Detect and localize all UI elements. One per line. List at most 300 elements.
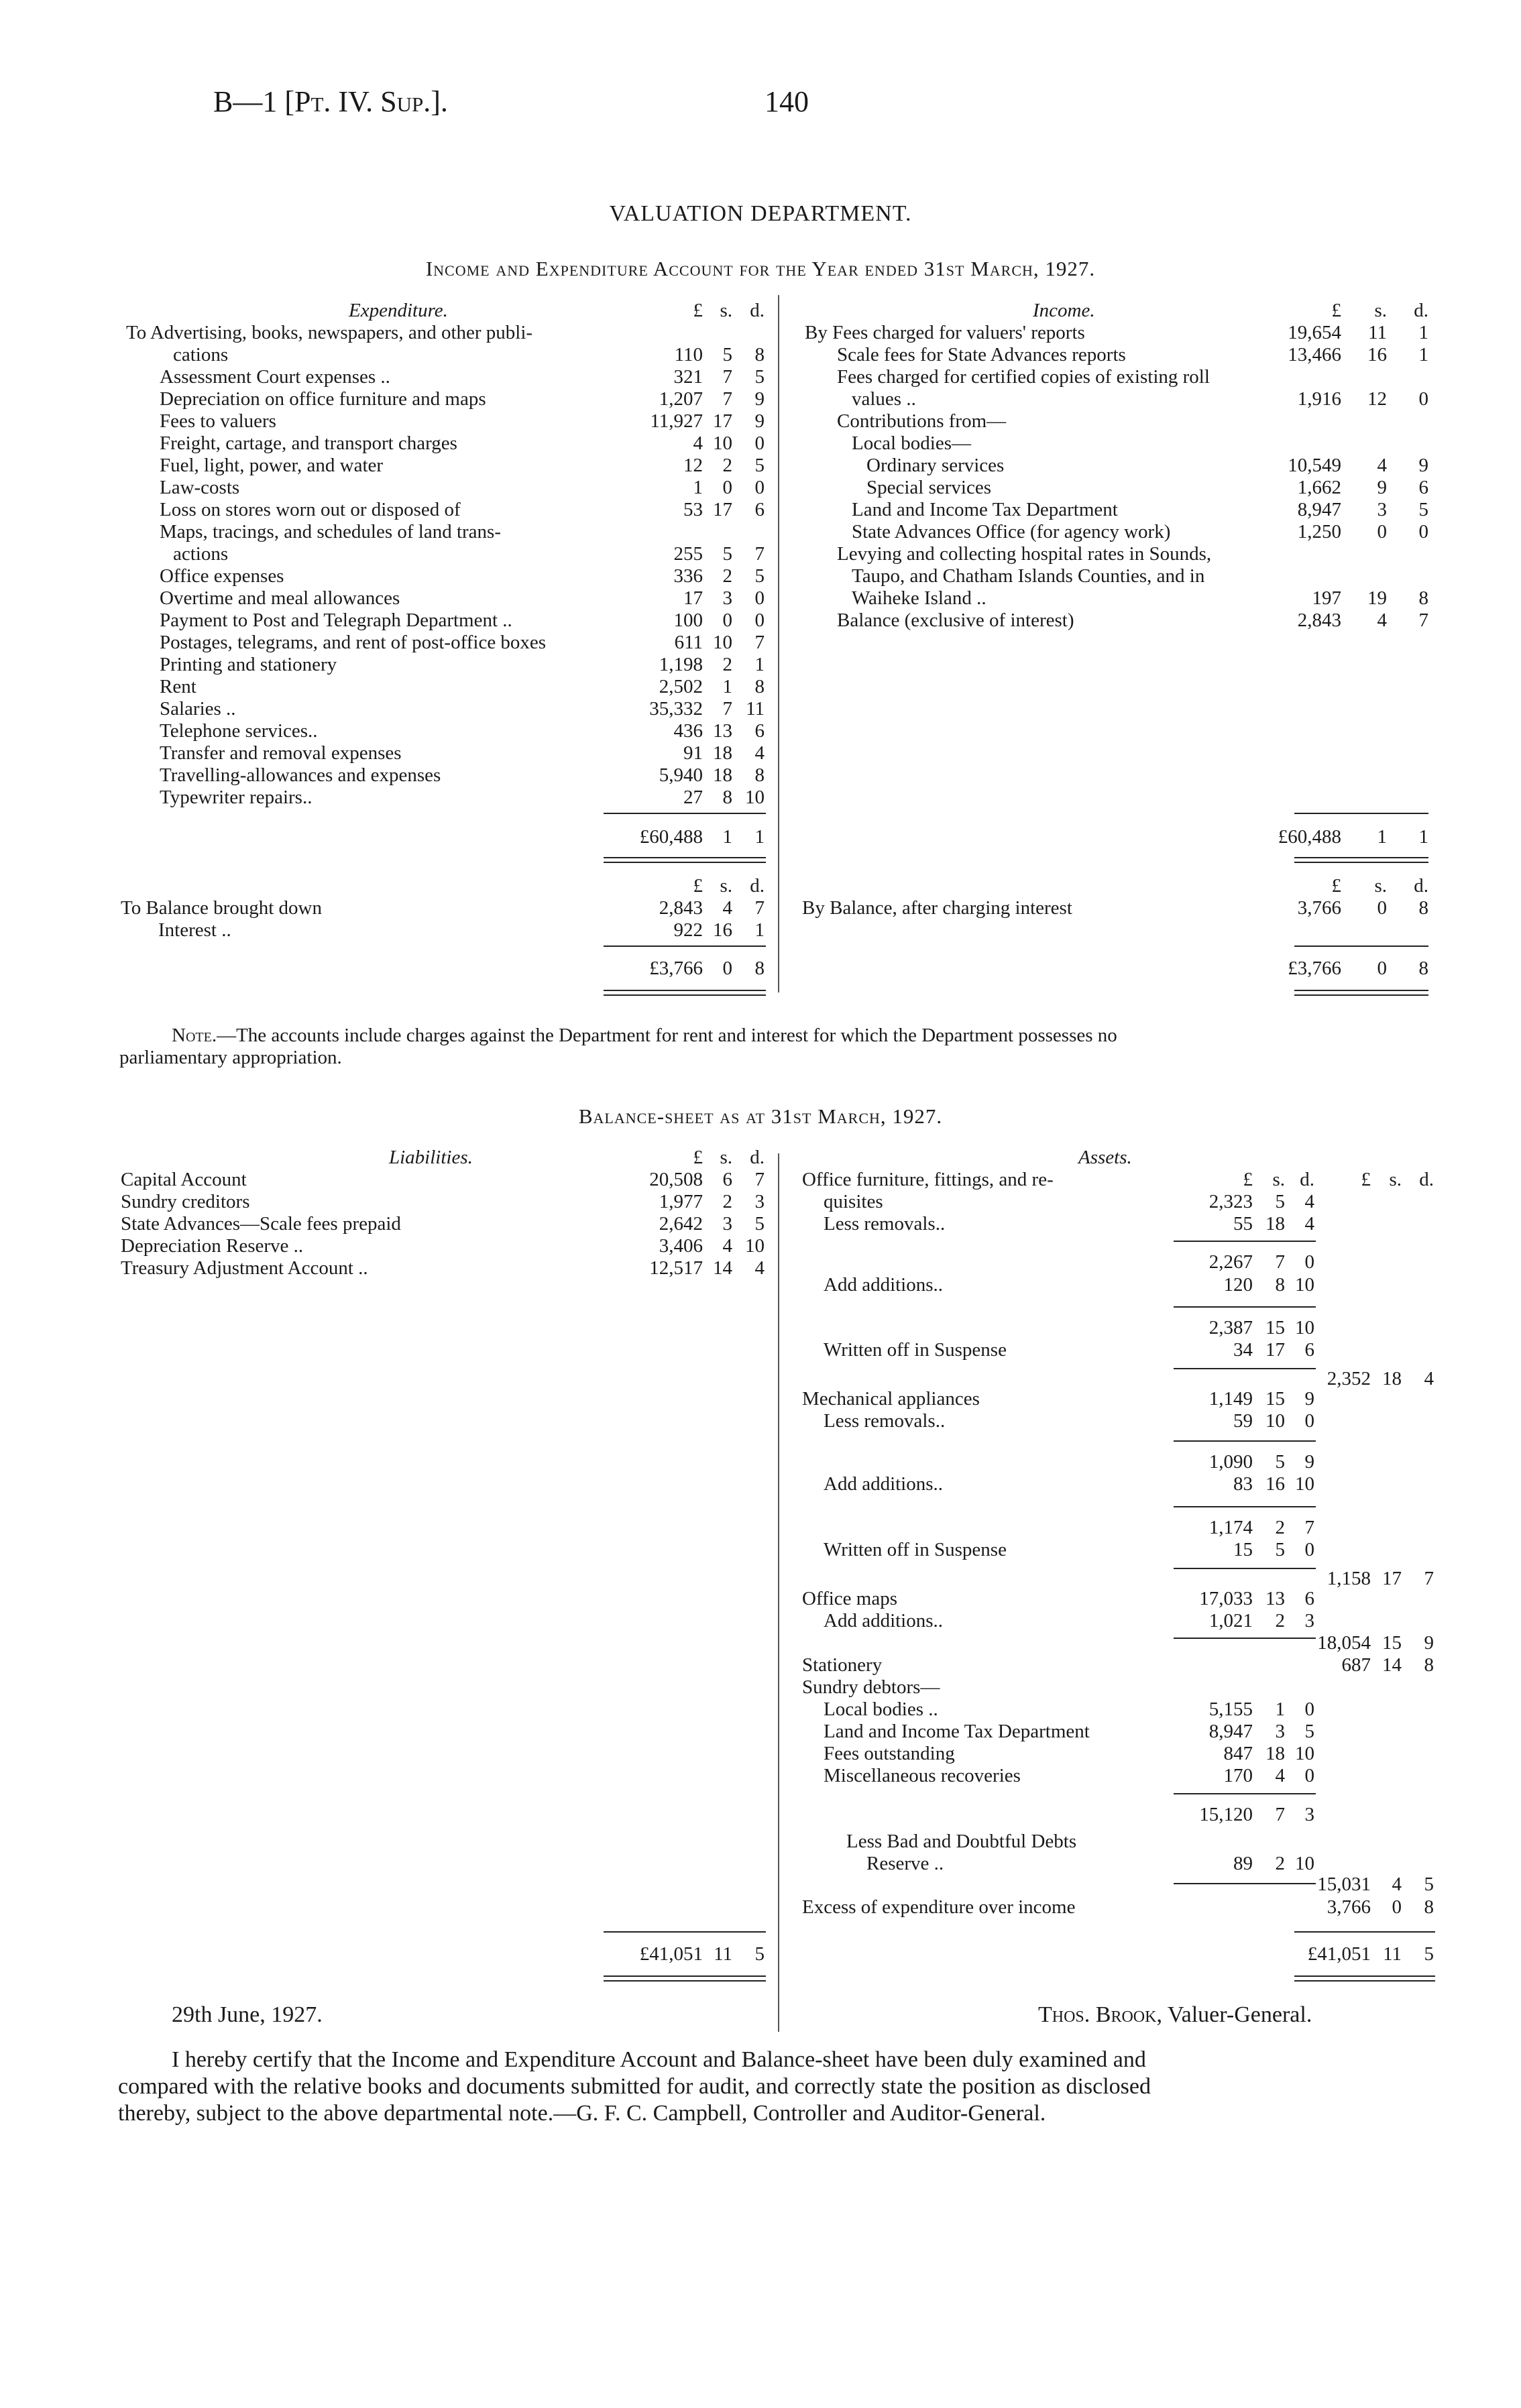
debtor-subtotal-pence: 3 <box>1304 1804 1314 1825</box>
asset-net-shillings: 0 <box>1392 1896 1402 1918</box>
balance-shillings: 0 <box>1377 897 1387 919</box>
asset-net-shillings: 18 <box>1382 1368 1402 1389</box>
expenditure-pounds: 2,502 <box>659 676 703 697</box>
expenditure-item: Printing and stationery <box>160 654 337 675</box>
balance-pounds: 3,766 <box>1297 897 1341 919</box>
expenditure-item: Typewriter repairs.. <box>160 787 313 808</box>
certificate-line: I hereby certify that the Income and Expenditure Account and Balance-sheet have been duly examined and <box>172 2047 1146 2072</box>
expenditure-total-shillings: 1 <box>722 826 732 848</box>
note-continuation: parliamentary appropriation. <box>119 1047 342 1068</box>
liabilities-total-shillings: 11 <box>714 1943 732 1965</box>
asset-subtotal-pounds: 2,267 <box>1208 1251 1253 1273</box>
expenditure-item: Telephone services.. <box>160 720 318 742</box>
debtor-amount-pounds: 8,947 <box>1208 1721 1253 1742</box>
asset-net-shillings: 14 <box>1382 1654 1402 1676</box>
income-item: Land and Income Tax Department <box>852 499 1118 520</box>
balance-pounds: 922 <box>673 919 703 941</box>
total-double-rule <box>1294 1975 1435 1982</box>
debtor-amount-pence: 10 <box>1295 1743 1314 1764</box>
signature <box>1038 2002 1312 2028</box>
debtor-amount-shillings: 18 <box>1265 1743 1285 1764</box>
asset-net-pence: 9 <box>1424 1632 1434 1654</box>
income-pounds: 8,947 <box>1297 499 1341 520</box>
asset-amount-shillings: 15 <box>1265 1388 1285 1410</box>
asset-amount-shillings: 16 <box>1265 1473 1285 1495</box>
expenditure-item: Law-costs <box>160 477 240 498</box>
income-item: Ordinary services <box>866 455 1005 476</box>
expenditure-heading: Expenditure. <box>349 300 448 321</box>
income-total-pounds: £60,488 <box>1278 826 1341 848</box>
certificate-line: compared with the relative books and documents submitted for audit, and correctly state the position as disclosed <box>118 2074 1151 2099</box>
debtor-amount-shillings: 3 <box>1275 1721 1285 1742</box>
liability-pence: 3 <box>754 1191 765 1212</box>
balance-item: To Balance brought down <box>121 897 322 919</box>
asset-label: Less removals.. <box>824 1410 946 1432</box>
income-item: Balance (exclusive of interest) <box>837 610 1074 631</box>
assets-heading: Assets. <box>1078 1147 1132 1168</box>
expenditure-pence: 9 <box>754 410 765 432</box>
page-title: VALUATION DEPARTMENT. <box>609 201 912 226</box>
asset-subtotal-pounds: 2,387 <box>1208 1317 1253 1338</box>
asset-amount-pounds: 1,021 <box>1208 1610 1253 1631</box>
income-item: Scale fees for State Advances reports <box>837 344 1126 365</box>
asset-amount-shillings: 18 <box>1265 1213 1285 1235</box>
income-pounds: 19,654 <box>1288 322 1341 343</box>
income-pence: 9 <box>1418 455 1428 476</box>
column-header: d. <box>1300 1169 1314 1190</box>
balance-shillings: 16 <box>713 919 732 941</box>
income-shillings: 0 <box>1377 521 1387 542</box>
column-divider <box>778 1153 779 2032</box>
asset-net-shillings: 17 <box>1382 1568 1402 1589</box>
asset-amount-pounds: 55 <box>1233 1213 1253 1235</box>
column-header: d. <box>750 300 765 321</box>
asset-label: Written off in Suspense <box>824 1539 1007 1560</box>
expenditure-pounds: 110 <box>674 344 703 365</box>
asset-net-shillings: 15 <box>1382 1632 1402 1654</box>
expenditure-item: Transfer and removal expenses <box>160 742 402 764</box>
subtotal-rule <box>1294 945 1428 947</box>
liability-pounds: 12,517 <box>649 1257 703 1279</box>
income-pence: 6 <box>1418 477 1428 498</box>
balance-pence: 7 <box>754 897 765 919</box>
asset-amount-shillings: 13 <box>1265 1588 1285 1609</box>
liability-pounds: 1,977 <box>659 1191 703 1212</box>
asset-amount-pence: 10 <box>1295 1274 1314 1296</box>
asset-net-pence: 8 <box>1424 1896 1434 1918</box>
income-shillings: 4 <box>1377 610 1387 631</box>
income-item: By Fees charged for valuers' reports <box>805 322 1085 343</box>
liabilities-total-pence: 5 <box>754 1943 765 1965</box>
asset-subtotal-shillings: 2 <box>1275 1517 1285 1538</box>
asset-amount-pence: 4 <box>1304 1213 1314 1235</box>
liabilities-heading: Liabilities. <box>389 1147 473 1168</box>
asset-label: Less removals.. <box>824 1213 946 1235</box>
income-pounds: 2,843 <box>1297 610 1341 631</box>
balance-item: Interest .. <box>158 919 231 941</box>
expenditure-shillings: 7 <box>722 366 732 388</box>
income-pounds: 1,662 <box>1297 477 1341 498</box>
asset-amount-shillings: 8 <box>1275 1274 1285 1296</box>
asset-net-pence: 8 <box>1424 1654 1434 1676</box>
total-double-rule <box>1294 990 1428 996</box>
asset-amount-pence: 10 <box>1295 1853 1314 1874</box>
expenditure-pounds: 336 <box>673 565 703 587</box>
income-pence: 1 <box>1418 344 1428 365</box>
liability-item: Sundry creditors <box>121 1191 250 1212</box>
asset-net-pounds: 2,352 <box>1327 1368 1371 1389</box>
expenditure-item: Travelling-allowances and expenses <box>160 764 441 786</box>
subtotal-rule <box>1294 813 1428 814</box>
asset-label: quisites <box>824 1191 883 1212</box>
debtor-amount-pence: 0 <box>1304 1699 1314 1720</box>
expenditure-shillings: 13 <box>713 720 732 742</box>
liability-shillings: 14 <box>713 1257 732 1279</box>
liabilities-total-pounds: £41,051 <box>639 1943 703 1965</box>
asset-amount-shillings: 5 <box>1275 1539 1285 1560</box>
note <box>172 1025 1117 1047</box>
liability-shillings: 3 <box>722 1213 732 1235</box>
page-number: 140 <box>765 85 809 118</box>
asset-amount-pence: 6 <box>1304 1339 1314 1361</box>
balance-total-pence: 8 <box>1418 958 1428 979</box>
expenditure-pounds: 11,927 <box>650 410 703 432</box>
expenditure-pounds: 4 <box>693 433 703 454</box>
subtotal-rule <box>1174 1306 1316 1308</box>
income-pence: 0 <box>1418 388 1428 410</box>
expenditure-total-pence: 1 <box>754 826 765 848</box>
asset-amount-pounds: 1,149 <box>1208 1388 1253 1410</box>
debtor-amount-pence: 0 <box>1304 1765 1314 1786</box>
column-header: d. <box>1419 1169 1434 1190</box>
column-header: £ <box>693 300 703 321</box>
income-shillings: 3 <box>1377 499 1387 520</box>
total-double-rule <box>604 1975 766 1982</box>
asset-amount-pence: 6 <box>1304 1588 1314 1609</box>
asset-net-pounds: 687 <box>1341 1654 1371 1676</box>
expenditure-shillings: 5 <box>722 344 732 365</box>
liability-item: State Advances—Scale fees prepaid <box>121 1213 401 1235</box>
signatory-name: Thos. Brook <box>1038 2002 1157 2027</box>
income-total-shillings: 1 <box>1377 826 1387 848</box>
assets-total-shillings: 11 <box>1383 1943 1402 1965</box>
column-header: s. <box>1374 300 1387 321</box>
asset-amount-pence: 9 <box>1304 1388 1314 1410</box>
expenditure-pounds: 321 <box>673 366 703 388</box>
income-item: Taupo, and Chatham Islands Counties, and in <box>852 565 1205 587</box>
liability-pence: 5 <box>754 1213 765 1235</box>
balance-total-shillings: 0 <box>1377 958 1387 979</box>
income-item: State Advances Office (for agency work) <box>852 521 1171 542</box>
expenditure-shillings: 17 <box>713 499 732 520</box>
certificate-line: thereby, subject to the above departmental note.—G. F. C. Campbell, Controller and Auditor-General. <box>118 2101 1046 2126</box>
asset-subtotal-pence: 7 <box>1304 1517 1314 1538</box>
income-shillings: 12 <box>1367 388 1387 410</box>
expenditure-shillings: 18 <box>713 764 732 786</box>
account-subtitle: Income and Expenditure Account for the Year ended 31st March, 1927. <box>425 257 1096 280</box>
subtotal-rule <box>1174 1241 1316 1242</box>
expenditure-item: Rent <box>160 676 196 697</box>
asset-subtotal-shillings: 15 <box>1265 1317 1285 1338</box>
expenditure-item: Freight, cartage, and transport charges <box>160 433 457 454</box>
liability-pence: 7 <box>754 1169 765 1190</box>
total-double-rule <box>604 990 766 996</box>
asset-amount-shillings: 2 <box>1275 1610 1285 1631</box>
liability-pounds: 3,406 <box>659 1235 703 1257</box>
income-pounds: 10,549 <box>1288 455 1341 476</box>
liability-pounds: 20,508 <box>649 1169 703 1190</box>
total-double-rule <box>604 857 766 863</box>
asset-amount-pounds: 89 <box>1233 1853 1253 1874</box>
debtor-subtotal-shillings: 7 <box>1275 1804 1285 1825</box>
expenditure-item: Payment to Post and Telegraph Department .. <box>160 610 512 631</box>
debtor-subtotal-pounds: 15,120 <box>1199 1804 1253 1825</box>
debtor-amount-pounds: 170 <box>1223 1765 1253 1786</box>
expenditure-pounds: 27 <box>683 787 703 808</box>
expenditure-pounds: 12 <box>683 455 703 476</box>
debtor-amount-pounds: 847 <box>1223 1743 1253 1764</box>
expenditure-item: Assessment Court expenses .. <box>160 366 390 388</box>
expenditure-shillings: 5 <box>722 543 732 565</box>
asset-label: Excess of expenditure over income <box>802 1896 1076 1918</box>
liability-pence: 4 <box>754 1257 765 1279</box>
asset-amount-pence: 10 <box>1295 1473 1314 1495</box>
asset-amount-shillings: 17 <box>1265 1339 1285 1361</box>
asset-label: Add additions.. <box>824 1274 944 1296</box>
debtor-label: Local bodies .. <box>824 1699 938 1720</box>
expenditure-item: cations <box>173 344 229 365</box>
asset-amount-shillings: 10 <box>1265 1410 1285 1432</box>
expenditure-pence: 1 <box>754 654 765 675</box>
expenditure-pence: 0 <box>754 610 765 631</box>
asset-amount-pounds: 120 <box>1223 1274 1253 1296</box>
column-header: £ <box>1331 300 1341 321</box>
income-pence: 8 <box>1418 587 1428 609</box>
asset-amount-pence: 3 <box>1304 1610 1314 1631</box>
column-header: £ <box>693 1147 703 1168</box>
expenditure-shillings: 2 <box>722 654 732 675</box>
income-item: Local bodies— <box>852 433 971 454</box>
debtor-label: Fees outstanding <box>824 1743 955 1764</box>
expenditure-total-pounds: £60,488 <box>639 826 703 848</box>
income-shillings: 19 <box>1367 587 1387 609</box>
asset-net-shillings: 4 <box>1392 1874 1402 1895</box>
expenditure-shillings: 2 <box>722 565 732 587</box>
column-header: s. <box>1389 1169 1402 1190</box>
income-pence: 5 <box>1418 499 1428 520</box>
asset-amount-pounds: 15 <box>1233 1539 1253 1560</box>
income-item: Contributions from— <box>837 410 1007 432</box>
column-header: £ <box>1361 1169 1371 1190</box>
income-shillings: 4 <box>1377 455 1387 476</box>
column-header: d. <box>750 1147 765 1168</box>
expenditure-pounds: 91 <box>683 742 703 764</box>
expenditure-pence: 7 <box>754 632 765 653</box>
liability-pounds: 2,642 <box>659 1213 703 1235</box>
note-lead: Note. <box>172 1025 217 1046</box>
asset-subtotal-pence: 10 <box>1295 1317 1314 1338</box>
income-item: Special services <box>866 477 992 498</box>
asset-label: Office maps <box>802 1588 897 1609</box>
income-shillings: 16 <box>1367 344 1387 365</box>
expenditure-pence: 11 <box>746 698 765 720</box>
balance-total-pounds: £3,766 <box>1288 958 1341 979</box>
expenditure-pence: 0 <box>754 587 765 609</box>
expenditure-item: Postages, telegrams, and rent of post-office boxes <box>160 632 547 653</box>
subtotal-rule <box>1174 1793 1316 1794</box>
expenditure-pence: 8 <box>754 676 765 697</box>
expenditure-pounds: 611 <box>674 632 703 653</box>
note-text: —The accounts include charges against the Department for rent and interest for which the Department possesses no <box>217 1025 1117 1046</box>
asset-label: Written off in Suspense <box>824 1339 1007 1361</box>
column-header: s. <box>720 875 732 897</box>
report-code: B—1 [Pt. IV. Sup.]. <box>213 85 448 118</box>
expenditure-pence: 9 <box>754 388 765 410</box>
expenditure-pence: 8 <box>754 344 765 365</box>
total-double-rule <box>1294 857 1428 863</box>
signatory-title: , Valuer-General. <box>1156 2002 1312 2027</box>
asset-label: Add additions.. <box>824 1610 944 1631</box>
asset-subtotal-pence: 9 <box>1304 1451 1314 1473</box>
expenditure-shillings: 10 <box>713 632 732 653</box>
column-header: £ <box>1243 1169 1253 1190</box>
expenditure-pence: 6 <box>754 499 765 520</box>
expenditure-pounds: 35,332 <box>649 698 703 720</box>
expenditure-pence: 5 <box>754 366 765 388</box>
expenditure-item: Loss on stores worn out or disposed of <box>160 499 461 520</box>
expenditure-pounds: 5,940 <box>659 764 703 786</box>
balance-pence: 8 <box>1418 897 1428 919</box>
expenditure-item: Depreciation on office furniture and maps <box>160 388 486 410</box>
balance-sheet-title: Balance-sheet as at 31st March, 1927. <box>578 1104 943 1128</box>
asset-label: Reserve .. <box>866 1853 944 1874</box>
subtotal-rule <box>604 945 766 947</box>
expenditure-pounds: 255 <box>673 543 703 565</box>
income-heading: Income. <box>1033 300 1095 321</box>
expenditure-pence: 7 <box>754 543 765 565</box>
income-pounds: 197 <box>1312 587 1341 609</box>
expenditure-pounds: 17 <box>683 587 703 609</box>
balance-pounds: 2,843 <box>659 897 703 919</box>
expenditure-item: Overtime and meal allowances <box>160 587 400 609</box>
expenditure-shillings: 10 <box>713 433 732 454</box>
liability-shillings: 2 <box>722 1191 732 1212</box>
asset-net-pence: 4 <box>1424 1368 1434 1389</box>
asset-amount-pence: 4 <box>1304 1191 1314 1212</box>
expenditure-pounds: 1 <box>693 477 703 498</box>
asset-amount-shillings: 2 <box>1275 1853 1285 1874</box>
expenditure-shillings: 18 <box>713 742 732 764</box>
expenditure-pence: 4 <box>754 742 765 764</box>
column-header: s. <box>1374 875 1387 897</box>
expenditure-pence: 6 <box>754 720 765 742</box>
expenditure-item: Maps, tracings, and schedules of land trans- <box>160 521 501 542</box>
expenditure-pounds: 1,207 <box>659 388 703 410</box>
asset-label: Stationery <box>802 1654 883 1676</box>
expenditure-shillings: 7 <box>722 388 732 410</box>
balance-total-pence: 8 <box>754 958 765 979</box>
expenditure-item: Fuel, light, power, and water <box>160 455 384 476</box>
income-pounds: 1,250 <box>1297 521 1341 542</box>
expenditure-shillings: 1 <box>722 676 732 697</box>
asset-amount-pounds: 59 <box>1233 1410 1253 1432</box>
asset-net-pence: 7 <box>1424 1568 1434 1589</box>
expenditure-pounds: 100 <box>673 610 703 631</box>
asset-amount-pounds: 17,033 <box>1199 1588 1253 1609</box>
expenditure-pence: 0 <box>754 433 765 454</box>
column-header: s. <box>720 1147 732 1168</box>
debtor-amount-pence: 5 <box>1304 1721 1314 1742</box>
asset-label: Less Bad and Doubtful Debts <box>846 1831 1077 1852</box>
balance-total-pounds: £3,766 <box>649 958 703 979</box>
asset-subtotal-pence: 0 <box>1304 1251 1314 1273</box>
report-date: 29th June, 1927. <box>172 2002 323 2027</box>
income-shillings: 11 <box>1368 322 1387 343</box>
liability-shillings: 6 <box>722 1169 732 1190</box>
income-pounds: 13,466 <box>1288 344 1341 365</box>
asset-subtotal-pounds: 1,174 <box>1208 1517 1253 1538</box>
expenditure-shillings: 0 <box>722 610 732 631</box>
asset-amount-pence: 0 <box>1304 1410 1314 1432</box>
expenditure-item: Salaries .. <box>160 698 236 720</box>
asset-subtotal-shillings: 5 <box>1275 1451 1285 1473</box>
debtor-amount-shillings: 1 <box>1275 1699 1285 1720</box>
expenditure-pence: 10 <box>745 787 765 808</box>
debtor-amount-pounds: 5,155 <box>1208 1699 1253 1720</box>
column-header: d. <box>1414 300 1428 321</box>
asset-subtotal-shillings: 7 <box>1275 1251 1285 1273</box>
expenditure-pence: 8 <box>754 764 765 786</box>
expenditure-shillings: 0 <box>722 477 732 498</box>
liability-pence: 10 <box>745 1235 765 1257</box>
assets-total-pounds: £41,051 <box>1307 1943 1371 1965</box>
column-header: s. <box>1272 1169 1285 1190</box>
asset-amount-pence: 0 <box>1304 1539 1314 1560</box>
subtotal-rule <box>1174 1440 1316 1442</box>
income-shillings: 9 <box>1377 477 1387 498</box>
column-header: d. <box>750 875 765 897</box>
asset-label: Add additions.. <box>824 1473 944 1495</box>
income-pence: 0 <box>1418 521 1428 542</box>
income-item: Waiheke Island .. <box>852 587 987 609</box>
asset-amount-pounds: 83 <box>1233 1473 1253 1495</box>
expenditure-shillings: 2 <box>722 455 732 476</box>
asset-label: Office furniture, fittings, and re- <box>802 1169 1054 1190</box>
expenditure-pounds: 1,198 <box>659 654 703 675</box>
expenditure-pence: 5 <box>754 565 765 587</box>
debtor-label: Miscellaneous recoveries <box>824 1765 1021 1786</box>
column-header: d. <box>1414 875 1428 897</box>
asset-label: Sundry debtors— <box>802 1676 940 1698</box>
asset-amount-shillings: 5 <box>1275 1191 1285 1212</box>
balance-pence: 1 <box>754 919 765 941</box>
assets-total-pence: 5 <box>1424 1943 1434 1965</box>
balance-shillings: 4 <box>722 897 732 919</box>
income-pence: 1 <box>1418 322 1428 343</box>
expenditure-pounds: 53 <box>683 499 703 520</box>
expenditure-item: Office expenses <box>160 565 284 587</box>
column-header: £ <box>1331 875 1341 897</box>
asset-net-pounds: 1,158 <box>1327 1568 1371 1589</box>
asset-subtotal-pounds: 1,090 <box>1208 1451 1253 1473</box>
balance-item: By Balance, after charging interest <box>802 897 1072 919</box>
expenditure-item: Fees to valuers <box>160 410 276 432</box>
debtor-amount-shillings: 4 <box>1275 1765 1285 1786</box>
column-divider <box>778 295 779 992</box>
expenditure-pounds: 436 <box>673 720 703 742</box>
expenditure-pence: 5 <box>754 455 765 476</box>
asset-label: Mechanical appliances <box>802 1388 980 1410</box>
